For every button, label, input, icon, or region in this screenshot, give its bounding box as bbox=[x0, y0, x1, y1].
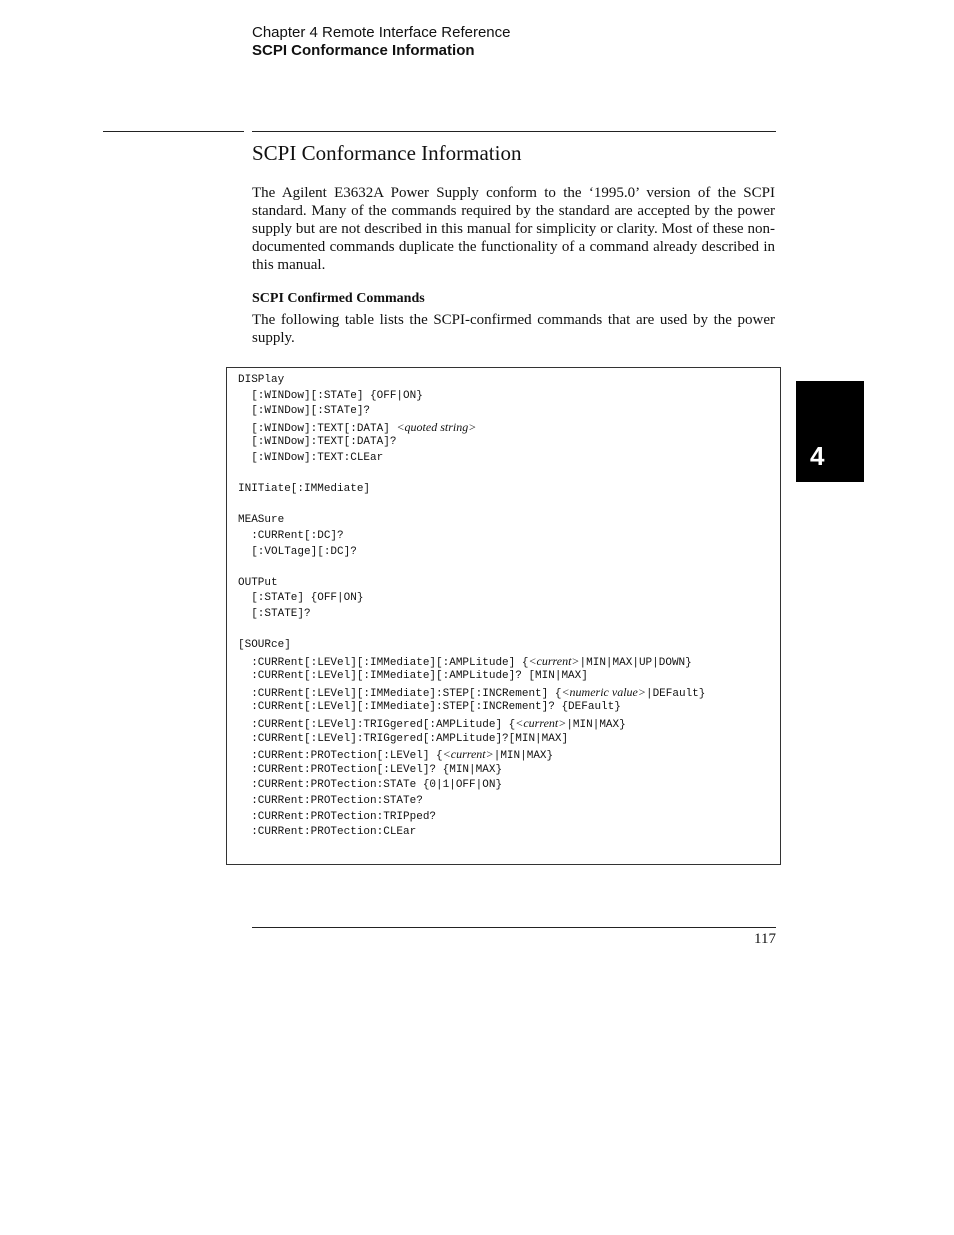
page-number: 117 bbox=[754, 931, 776, 947]
command-text: :CURRent[:DC]? bbox=[238, 529, 344, 542]
command-line bbox=[238, 529, 780, 545]
command-line bbox=[238, 373, 780, 389]
command-line bbox=[238, 607, 780, 623]
command-line bbox=[238, 389, 780, 405]
command-line bbox=[238, 498, 780, 514]
intro-paragraph: The Agilent E3632A Power Supply conform to the ‘1995.0’ version of the SCPI standard. Many of the commands required by the standard are accepted by the power supply but are not described in this manual for simplicity or clarity. Most of these non-documented commands duplicate the functionality of a command already described in this manual. bbox=[252, 185, 775, 273]
command-text: :CURRent[:LEVel]:TRIGgered[:AMPLitude]?[MIN|MAX] bbox=[238, 732, 569, 745]
command-text: :CURRent:PROTection:STATe? bbox=[238, 795, 423, 808]
command-line bbox=[238, 825, 780, 841]
command-line bbox=[238, 591, 780, 607]
command-text: :CURRent[:LEVel][:IMMediate][:AMPLitude] { bbox=[238, 656, 529, 669]
command-line bbox=[238, 685, 780, 701]
command-text: :CURRent[:LEVel][:IMMediate]:STEP[:INCRement] { bbox=[238, 687, 562, 700]
command-text: :CURRent:PROTection[:LEVel]? {MIN|MAX} bbox=[238, 763, 503, 776]
table-intro-paragraph: The following table lists the SCPI-confirmed commands that are used by the power supply. bbox=[252, 312, 775, 346]
command-suffix: |DEFault} bbox=[645, 687, 706, 700]
command-line bbox=[238, 420, 780, 436]
command-text: [:WINDow]:TEXT:CLEar bbox=[238, 451, 384, 464]
command-line bbox=[238, 513, 780, 529]
command-line bbox=[238, 732, 780, 748]
command-line bbox=[238, 482, 780, 498]
command-line bbox=[238, 700, 780, 716]
section-top-rule bbox=[252, 131, 776, 132]
command-text: [:WINDow]:TEXT[:DATA]? bbox=[238, 436, 397, 449]
command-line bbox=[238, 763, 780, 779]
command-suffix: |MIN|MAX|UP|DOWN} bbox=[579, 656, 692, 669]
command-parameter: <current> bbox=[515, 716, 567, 731]
command-parameter: <current> bbox=[442, 747, 494, 762]
command-line bbox=[238, 669, 780, 685]
running-header-chapter: Chapter 4 Remote Interface Reference bbox=[252, 24, 511, 41]
command-text: :CURRent:PROTection:STATe {0|1|OFF|ON} bbox=[238, 779, 503, 792]
left-margin-rule bbox=[103, 131, 244, 132]
command-text: [:STATE]? bbox=[238, 607, 311, 620]
subheading-confirmed-commands: SCPI Confirmed Commands bbox=[252, 291, 425, 306]
command-parameter: <numeric value> bbox=[561, 684, 646, 699]
chapter-thumb-tab bbox=[796, 381, 864, 482]
command-suffix: |MIN|MAX} bbox=[493, 750, 554, 763]
command-text: [:VOLTage][:DC]? bbox=[238, 545, 357, 558]
command-text: DISPlay bbox=[238, 374, 285, 386]
command-text: :CURRent[:LEVel][:IMMediate][:AMPLitude]? [MIN|MAX] bbox=[238, 670, 588, 683]
command-parameter: <current> bbox=[528, 653, 580, 668]
scpi-command-list bbox=[226, 367, 781, 865]
command-text: :CURRent[:LEVel][:IMMediate]:STEP[:INCRement]? {DEFault} bbox=[238, 701, 621, 714]
command-line bbox=[238, 451, 780, 467]
command-line bbox=[238, 545, 780, 561]
command-line bbox=[238, 638, 780, 654]
command-text: MEASure bbox=[238, 514, 285, 527]
command-line bbox=[238, 794, 780, 810]
command-parameter: <quoted string> bbox=[396, 419, 477, 434]
command-line bbox=[238, 467, 780, 483]
command-suffix: |MIN|MAX} bbox=[566, 719, 626, 732]
running-header-section: SCPI Conformance Information bbox=[252, 42, 475, 59]
command-text: [:STATe] {OFF|ON} bbox=[238, 592, 364, 605]
footer-rule bbox=[252, 927, 776, 928]
command-text: [:WINDow][:STATe]? bbox=[238, 405, 371, 418]
command-text: [:WINDow][:STATe] {OFF|ON} bbox=[238, 389, 423, 402]
command-text: :CURRent[:LEVel]:TRIGgered[:AMPLitude] { bbox=[238, 719, 516, 732]
command-text: OUTPut bbox=[238, 576, 278, 589]
command-line bbox=[238, 810, 780, 826]
command-text: [:WINDow]:TEXT[:DATA] bbox=[238, 422, 397, 435]
command-text: :CURRent:PROTection[:LEVel] { bbox=[238, 750, 443, 763]
command-text: [SOURce] bbox=[238, 639, 291, 652]
command-text: INITiate[:IMMediate] bbox=[238, 483, 371, 496]
command-line bbox=[238, 716, 780, 732]
command-line bbox=[238, 404, 780, 420]
page-title: SCPI Conformance Information bbox=[252, 141, 522, 165]
command-line bbox=[238, 560, 780, 576]
command-line bbox=[238, 654, 780, 670]
command-line bbox=[238, 435, 780, 451]
chapter-tab-number: 4 bbox=[810, 441, 825, 471]
command-line bbox=[238, 623, 780, 639]
command-line bbox=[238, 576, 780, 592]
command-text: :CURRent:PROTection:TRIPped? bbox=[238, 810, 437, 823]
command-line bbox=[238, 778, 780, 794]
command-line bbox=[238, 747, 780, 763]
command-text: :CURRent:PROTection:CLEar bbox=[238, 826, 417, 839]
